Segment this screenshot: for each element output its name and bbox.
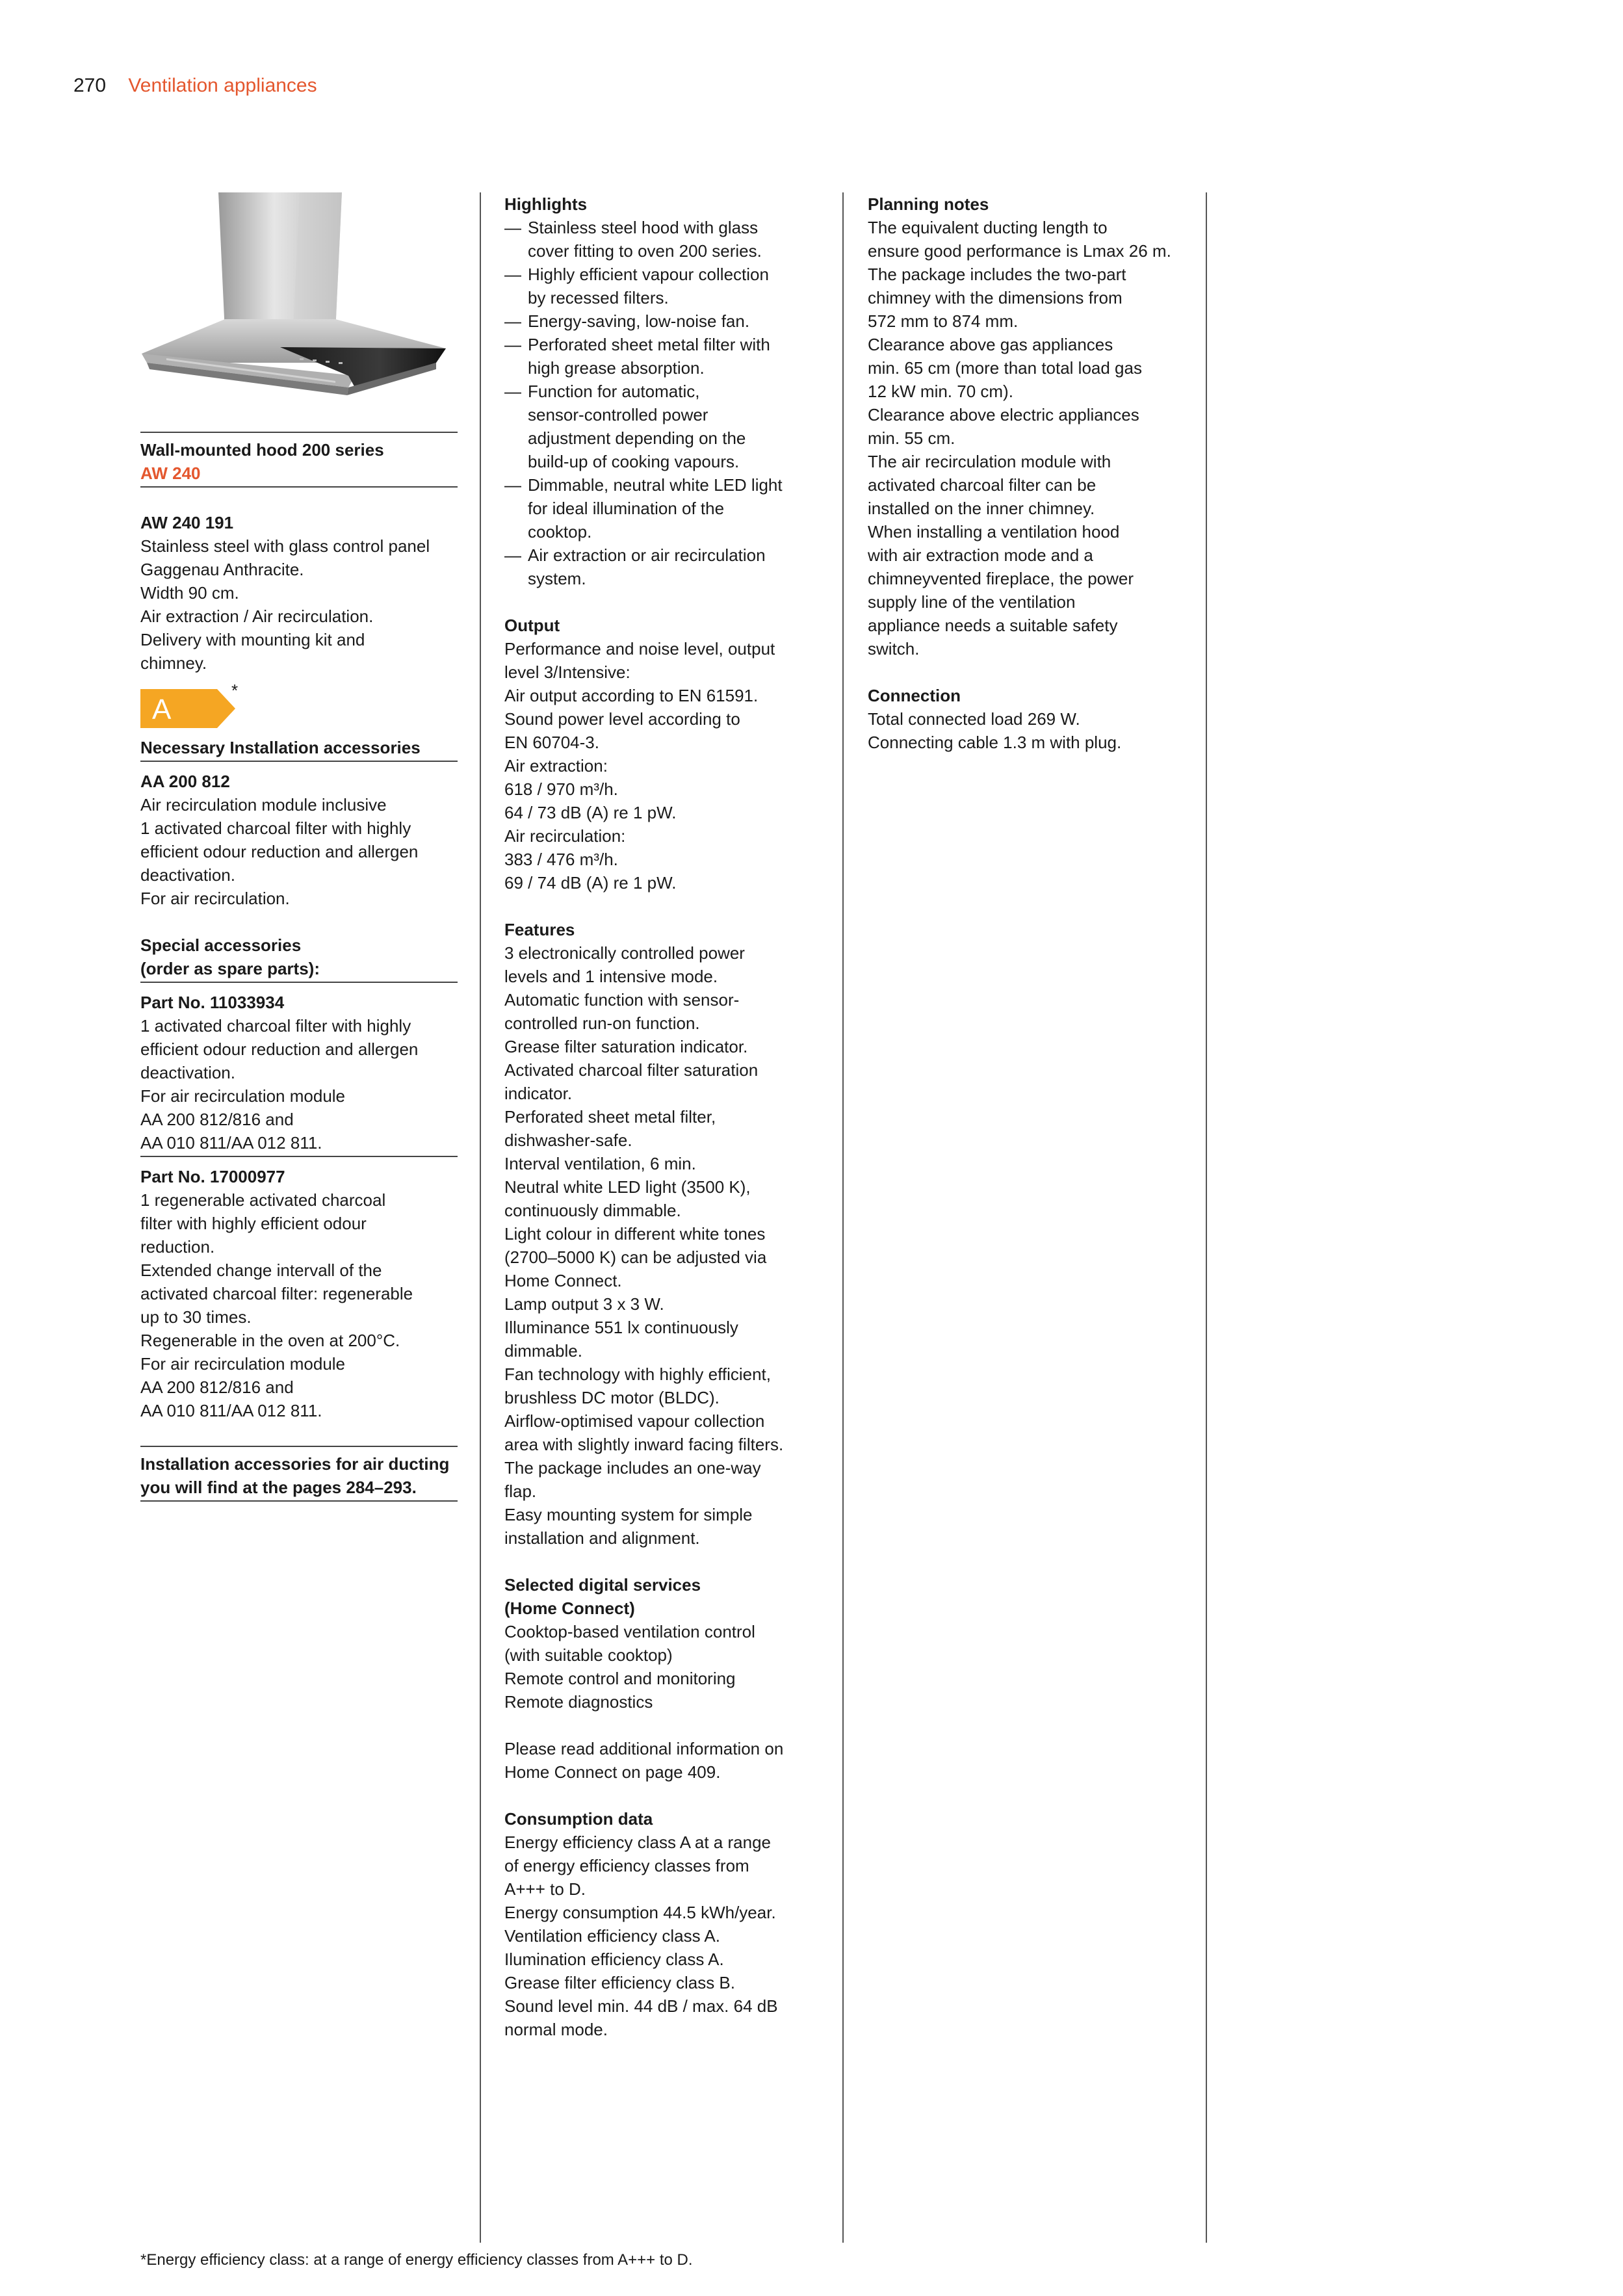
necessary-accessories-title: Necessary Installation accessories (140, 738, 421, 757)
model-name: AW 240 (140, 463, 201, 483)
planning-title: Planning notes (868, 194, 989, 214)
part1-line: For air recirculation module (140, 1086, 346, 1106)
highlight-item: — Air extraction or air recirculation system. (504, 543, 822, 590)
part2-line: Regenerable in the oven at 200°C. (140, 1331, 400, 1350)
part2-line: filter with highly efficient odour (140, 1214, 367, 1233)
home-connect-note: Please read additional information on Home Connect on page 409. (504, 1739, 784, 1782)
column-divider-1 (480, 192, 481, 2243)
ducting-note-pages: you will find at the pages 284–293. (140, 1478, 417, 1497)
consumption-title: Consumption data (504, 1809, 653, 1829)
connection-title: Connection (868, 686, 961, 705)
series-title: Wall-mounted hood 200 series (140, 440, 384, 460)
part1-line: deactivation. (140, 1063, 235, 1082)
part-number-2: Part No. 17000977 (140, 1167, 285, 1186)
variant-line: chimney. (140, 653, 207, 673)
part2-line: AA 200 812/816 and (140, 1377, 294, 1397)
features-block: 3 electronically controlled power levels and 1 intensive mode. Automatic function with sensor- controlled run-on function. Grease filter saturation indicator. Activated charcoal filter saturation indicator. Perforated sheet metal filter, dishwasher-safe. Interval ventilation, 6 min. Neutral white LED light (3500 K), continuously dimmable. Light colour in different white tones (2700–5000 K) can be adjusted via Home Connect. Lamp output 3 x 3 W. Illuminance 551 lx continuously dimmable. Fan technology with highly efficient, brushless DC motor (BLDC). Airflow-optimised vapour collection area with slightly inward facing filters. The package includes an one-way flap. Easy mounting system for simple installation and alignment. (504, 943, 784, 1548)
column-specs (504, 192, 822, 2041)
variant-line: Air extraction / Air recirculation. (140, 607, 374, 626)
highlight-item: — Energy-saving, low-noise fan. (504, 309, 822, 333)
digital-services-block: Cooktop-based ventilation control (with suitable cooktop) Remote control and monitoring Remote diagnostics (504, 1622, 755, 1712)
output-title: Output (504, 616, 560, 635)
special-accessories-subtitle: (order as spare parts): (140, 959, 320, 978)
column-divider-3 (1206, 192, 1207, 2243)
highlight-item: — Dimmable, neutral white LED light for ideal illumination of the cooktop. (504, 473, 822, 543)
necessary-line: 1 activated charcoal filter with highly (140, 818, 411, 838)
ducting-note: Installation accessories for air ducting (140, 1454, 450, 1474)
product-image (140, 192, 458, 421)
highlight-item: — Highly efficient vapour collection by recessed filters. (504, 263, 822, 309)
energy-footnote-mark: * (231, 681, 239, 700)
variant-line: Stainless steel with glass control panel (140, 536, 430, 556)
page-header (73, 73, 317, 99)
part1-line: AA 010 811/AA 012 811. (140, 1133, 322, 1153)
part-number-1: Part No. 11033934 (140, 993, 285, 1012)
part2-line: Extended change intervall of the (140, 1260, 382, 1280)
footnote: *Energy efficiency class: at a range of energy efficiency classes from A+++ to D. (140, 2251, 693, 2269)
page-number: 270 (73, 75, 107, 96)
part2-line: AA 010 811/AA 012 811. (140, 1401, 322, 1420)
special-accessories-title: Special accessories (140, 935, 302, 955)
digital-services-subtitle: (Home Connect) (504, 1598, 635, 1618)
hood-illustration (140, 192, 458, 421)
highlights-title: Highlights (504, 194, 588, 214)
part2-line: reduction. (140, 1237, 215, 1257)
part1-line: efficient odour reduction and allergen (140, 1039, 419, 1059)
necessary-line: deactivation. (140, 865, 235, 885)
column-divider-2 (842, 192, 844, 2243)
energy-arrow-icon (140, 689, 235, 728)
energy-class-letter: A (152, 694, 172, 725)
variant-line: Delivery with mounting kit and (140, 630, 365, 649)
energy-label (140, 681, 458, 725)
part2-line: up to 30 times. (140, 1307, 252, 1327)
features-title: Features (504, 920, 575, 939)
variant-line: Width 90 cm. (140, 583, 239, 603)
output-block: Performance and noise level, output level 3/Intensive: Air output according to EN 61591. Sound power level according to EN 60704-3. Air extraction: 618 / 970 m³/h. 64 / 73 dB (A) re 1 pW. Air recirculation: 383 / 476 m³/h. 69 / 74 dB (A) re 1 pW. (504, 639, 775, 893)
column-product (140, 192, 458, 1502)
consumption-block: Energy efficiency class A at a range of energy efficiency classes from A+++ to D. Energy consumption 44.5 kWh/year. Ventilation efficiency class A. Ilumination efficiency class A. Grease filter efficiency class B. Sound level min. 44 dB / max. 64 dB normal mode. (504, 1833, 778, 2039)
part2-line: For air recirculation module (140, 1354, 346, 1374)
connection-block: Total connected load 269 W. Connecting cable 1.3 m with plug. (868, 709, 1122, 752)
column-planning (868, 192, 1186, 754)
section-title: Ventilation appliances (128, 75, 317, 96)
highlights-list (504, 216, 822, 590)
planning-block: The equivalent ducting length to ensure good performance is Lmax 26 m. The package includes the two-part chimney with the dimensions from 572 mm to 874 mm. Clearance above gas appliances min. 65 cm (more than total load gas 12 kW min. 70 cm). Clearance above electric appliances min. 55 cm. The air recirculation module with activated charcoal filter can be installed on the inner chimney. When installing a ventilation hood with air extraction mode and a chimneyvented fireplace, the power supply line of the ventilation appliance needs a suitable safety switch. (868, 218, 1171, 659)
necessary-line: efficient odour reduction and allergen (140, 842, 419, 861)
part2-line: 1 regenerable activated charcoal (140, 1190, 386, 1210)
part1-line: AA 200 812/816 and (140, 1110, 294, 1129)
part1-line: 1 activated charcoal filter with highly (140, 1016, 411, 1036)
necessary-line: Air recirculation module inclusive (140, 795, 387, 815)
highlight-item: — Function for automatic, sensor-controlled power adjustment depending on the build-up of cooking vapours. (504, 380, 822, 473)
variant-code: AW 240 191 (140, 513, 234, 532)
necessary-line: For air recirculation. (140, 889, 290, 908)
necessary-accessory-code: AA 200 812 (140, 772, 230, 791)
variant-line: Gaggenau Anthracite. (140, 560, 304, 579)
part2-line: activated charcoal filter: regenerable (140, 1284, 413, 1303)
digital-services-title: Selected digital services (504, 1575, 701, 1595)
highlight-item: — Perforated sheet metal filter with high grease absorption. (504, 333, 822, 380)
highlight-item: — Stainless steel hood with glass cover fitting to oven 200 series. (504, 216, 822, 263)
